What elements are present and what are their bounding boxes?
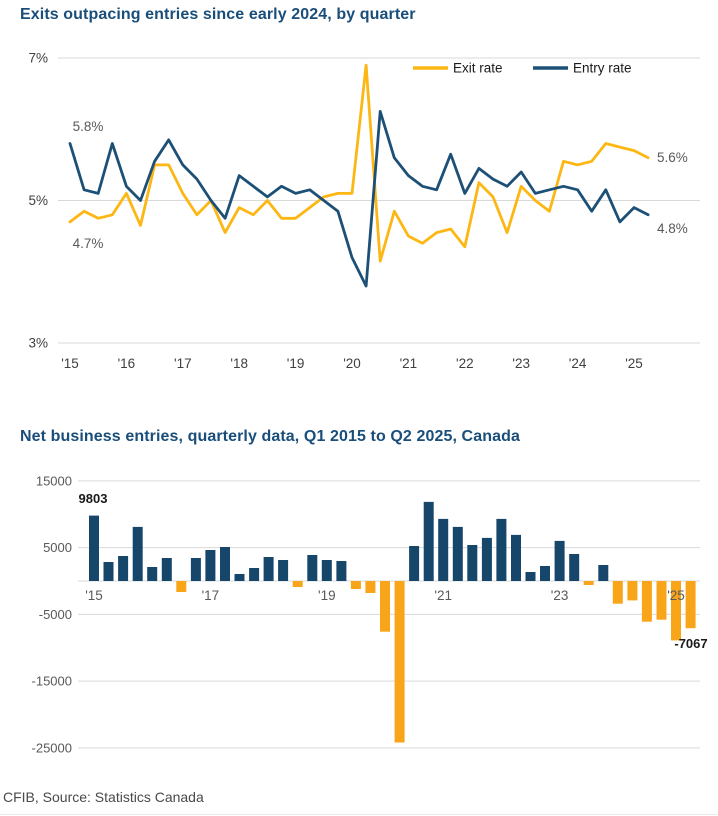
y-axis-tick-label: 15000: [35, 473, 72, 489]
x-axis-tick-label: '25: [667, 588, 685, 603]
x-axis-tick-label: '24: [568, 356, 587, 371]
bar: [336, 561, 346, 581]
y-axis-tick-label: 5000: [43, 540, 72, 556]
bar: [278, 560, 288, 581]
bar: [365, 581, 375, 593]
x-axis-tick-label: '19: [318, 588, 336, 603]
bar: [453, 527, 463, 581]
bar: [395, 581, 405, 743]
bar: [438, 519, 448, 581]
x-axis-tick-label: '23: [550, 588, 569, 603]
bar: [627, 581, 637, 600]
bar: [613, 581, 623, 604]
bar: [526, 572, 536, 581]
bar: [235, 574, 245, 581]
x-axis-tick-label: '20: [343, 356, 361, 371]
bar: [540, 566, 550, 581]
bar: [162, 558, 172, 581]
value-annotation: -7067: [674, 636, 708, 651]
bar: [322, 560, 332, 581]
bar: [191, 558, 201, 581]
bar: [511, 535, 521, 581]
x-axis-tick-label: '23: [512, 356, 530, 371]
bar: [249, 568, 259, 581]
bar: [220, 547, 230, 581]
x-axis-tick-label: '15: [61, 356, 79, 371]
y-axis-tick-label: -5000: [38, 606, 72, 622]
bar: [118, 556, 128, 581]
x-axis-tick-label: '17: [201, 588, 220, 603]
y-axis-tick-label: 3%: [28, 335, 48, 351]
bar: [380, 581, 390, 632]
value-annotation: 5.8%: [72, 119, 104, 134]
x-axis-tick-label: '19: [286, 356, 305, 371]
exit-entry-rate-chart: [0, 0, 718, 405]
bar: [205, 550, 215, 581]
bar: [555, 541, 565, 581]
x-axis-tick-label: '18: [230, 356, 248, 371]
bar: [598, 565, 608, 581]
bar: [89, 516, 99, 581]
bar: [569, 554, 579, 581]
rates-chart-title: Exits outpacing entries since early 2024, by quarter: [20, 6, 416, 23]
y-axis-tick-label: -25000: [31, 740, 72, 756]
net-entries-chart-title: Net business entries, quarterly data, Q1 2015 to Q2 2025, Canada: [20, 428, 520, 445]
bar: [467, 545, 477, 581]
net-entries-chart: [0, 405, 718, 776]
bar: [409, 546, 419, 581]
x-axis-tick-label: '16: [117, 356, 136, 371]
bar: [642, 581, 652, 622]
legend-label-entry: Entry rate: [573, 60, 632, 76]
bar: [584, 581, 594, 585]
bar: [351, 581, 361, 589]
bar: [496, 519, 506, 581]
source-note: CFIB, Source: Statistics Canada: [3, 789, 204, 805]
x-axis-tick-label: '22: [456, 356, 474, 371]
exit-rate-line: [70, 65, 648, 261]
bar: [424, 502, 434, 581]
bar: [133, 527, 143, 581]
bar: [307, 555, 317, 581]
value-annotation: 5.6%: [657, 150, 688, 165]
bar: [482, 538, 492, 581]
bottom-divider: [0, 814, 718, 815]
bar: [104, 562, 114, 581]
y-axis-tick-label: 7%: [28, 50, 48, 66]
bar: [686, 581, 696, 628]
x-axis-tick-label: '15: [85, 588, 103, 603]
legend-label-exit: Exit rate: [453, 60, 503, 76]
bar: [147, 567, 157, 581]
x-axis-tick-label: '21: [399, 356, 418, 371]
value-annotation: 9803: [78, 491, 108, 506]
y-axis-tick-label: 5%: [28, 193, 48, 208]
x-axis-tick-label: '25: [625, 356, 643, 371]
bar: [176, 581, 186, 592]
bar: [293, 581, 303, 587]
y-axis-tick-label: -15000: [31, 673, 72, 689]
bar: [657, 581, 667, 620]
value-annotation: 4.7%: [72, 236, 104, 251]
x-axis-tick-label: '17: [174, 356, 192, 371]
value-annotation: 4.8%: [657, 221, 688, 236]
bar: [264, 557, 274, 581]
x-axis-tick-label: '21: [434, 588, 452, 603]
